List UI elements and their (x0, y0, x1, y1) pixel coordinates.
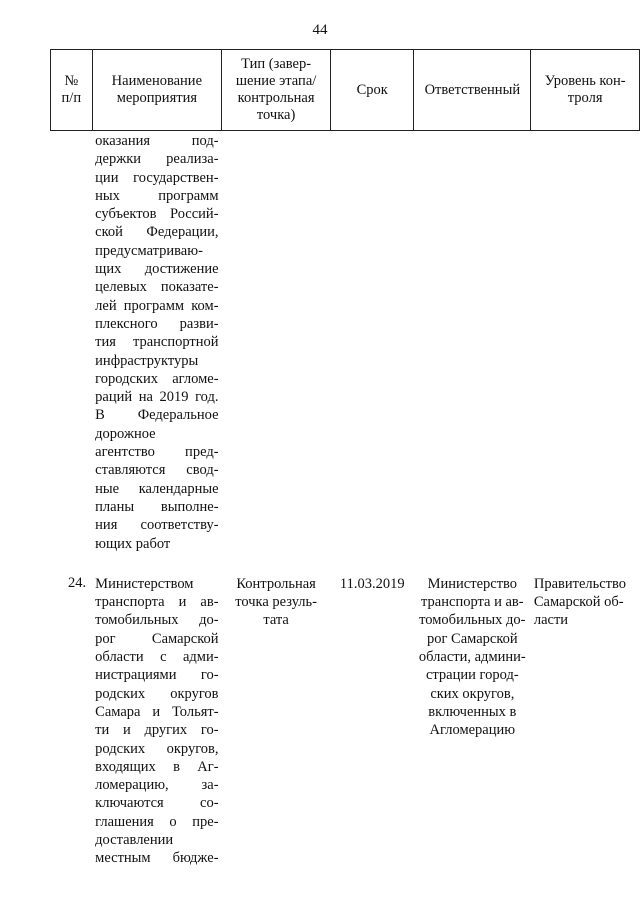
type-text-block (225, 575, 328, 630)
cell-responsible-empty (414, 131, 531, 553)
header-num-line: № (64, 73, 79, 89)
text-line: транспорта и ав- (95, 594, 219, 611)
header-row (51, 50, 640, 131)
page-number: 44 (312, 22, 328, 38)
text-line: нистрациями го- (95, 667, 219, 684)
text-line: транспорта и ав- (421, 594, 524, 611)
text-line: ные календарные (95, 480, 219, 497)
row-number: 24. (68, 574, 87, 591)
table-body (51, 131, 640, 868)
events-table-wrapper (50, 49, 640, 868)
header-date-line: Срок (356, 81, 388, 98)
header-type-line: шение этапа/ (235, 73, 317, 89)
text-line: ти и других го- (95, 722, 219, 739)
text-line: держки реализа- (95, 151, 219, 168)
header-type-line: точка) (256, 107, 296, 123)
text-line: тата (263, 612, 289, 629)
text-line: Агломерацию (429, 722, 516, 739)
cell-responsible (414, 575, 531, 868)
table-row-continuation (51, 131, 640, 553)
text-line: рог Самарской (426, 630, 518, 647)
text-line: точка резуль- (235, 594, 317, 611)
header-type-line: контрольная (237, 90, 315, 106)
events-table (50, 49, 640, 868)
text-line: томобильных до- (419, 612, 526, 629)
text-line: ных программ (95, 187, 219, 204)
text-line: страции город- (425, 667, 519, 684)
text-line: Министерство (427, 575, 518, 592)
text-line: инфраструктуры (95, 352, 199, 369)
text-line: Контрольная (236, 575, 316, 592)
text-line: области, админи- (418, 649, 526, 666)
cell-num (51, 575, 93, 868)
header-control-level-line: троля (567, 90, 603, 106)
cell-date (331, 575, 414, 868)
header-name-line: мероприятия (116, 90, 198, 106)
text-line: рог Самарской (95, 630, 219, 647)
text-line: ских округов, (430, 685, 515, 702)
header-num (51, 50, 93, 131)
name-text-block (95, 575, 218, 868)
row-spacer (51, 553, 640, 575)
text-line: городских агломе- (95, 370, 219, 387)
text-line: щих достижение (95, 261, 219, 278)
cell-type-empty (222, 131, 331, 553)
text-line: включенных в (428, 703, 517, 720)
text-line: ласти (533, 612, 569, 629)
responsible-text-block (417, 575, 528, 740)
text-line: Самара и Тольят- (95, 703, 219, 720)
header-name-line: Наименование (111, 73, 203, 89)
text-line: предусматриваю- (95, 242, 203, 259)
header-responsible-line: Ответственный (424, 81, 521, 98)
header-date (331, 50, 414, 131)
cell-type (222, 575, 331, 868)
text-line: доставлении (95, 831, 174, 848)
text-line: глашения о пре- (95, 813, 219, 830)
text-line: Самарской об- (533, 594, 624, 611)
control-level-text-block (534, 575, 637, 630)
cell-name-continuation (92, 131, 221, 553)
text-line: агентство пред- (95, 444, 219, 461)
text-line: ключаются со- (95, 795, 219, 812)
text-line: оказания под- (95, 133, 219, 149)
text-line: ния соответству- (95, 517, 219, 534)
cell-num-empty (51, 131, 93, 553)
text-line: плексного разви- (95, 315, 219, 332)
text-line: ции государствен- (95, 169, 219, 186)
header-responsible (414, 50, 531, 131)
text-line: ломерацию, за- (95, 777, 219, 794)
header-control-level-line: Уровень кон- (544, 73, 626, 89)
header-control-level (531, 50, 640, 131)
table-row-24 (51, 575, 640, 868)
text-line: дорожное (95, 425, 156, 442)
header-num-line: п/п (61, 90, 82, 106)
text-line: родских округов (95, 685, 219, 702)
name-text-block (95, 132, 218, 553)
text-line: В Федеральное (95, 407, 219, 424)
text-line: ставляются свод- (95, 462, 219, 479)
header-name (92, 50, 221, 131)
due-date: 11.03.2019 (339, 575, 405, 592)
cell-name (92, 575, 221, 868)
header-type (222, 50, 331, 131)
text-line: лей программ ком- (95, 297, 219, 314)
cell-control-level-empty (531, 131, 640, 553)
text-line: Министерством (95, 575, 194, 592)
text-line: ющих работ (95, 535, 171, 552)
text-line: Правительство (533, 575, 626, 592)
text-line: ской Федерации, (95, 224, 219, 241)
text-line: родских округов, (95, 740, 219, 757)
text-line: субъектов Россий- (95, 206, 219, 223)
table-row-spacer (51, 553, 640, 575)
text-line: входящих в Аг- (95, 758, 219, 775)
text-line: местным бюдже- (95, 850, 219, 867)
table-header (51, 50, 640, 131)
text-line: планы выполне- (95, 498, 219, 515)
text-line: целевых показате- (95, 279, 219, 296)
text-line: раций на 2019 год. (95, 389, 219, 406)
text-line: тия транспортной (95, 334, 219, 351)
text-line: томобильных до- (95, 612, 219, 629)
text-line: области с адми- (95, 649, 219, 666)
date-text-block (334, 575, 411, 593)
cell-date-empty (331, 131, 414, 553)
header-type-line: Тип (завер- (241, 56, 312, 72)
cell-control-level (531, 575, 640, 868)
